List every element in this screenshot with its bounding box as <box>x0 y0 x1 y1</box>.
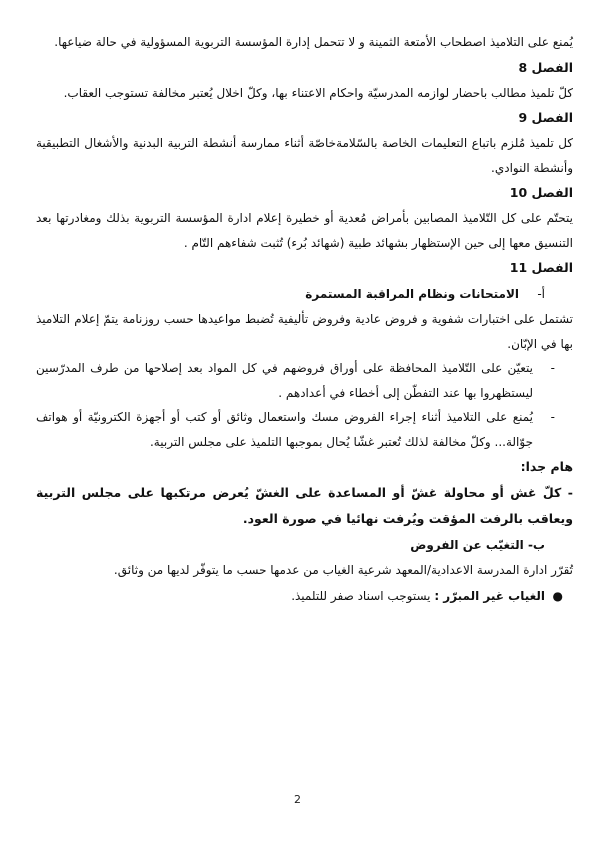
section-heading-11: الفصل 11 <box>509 260 573 275</box>
subheading-exams <box>36 281 573 307</box>
document-page <box>36 30 573 609</box>
subheading-absence: ب- التغيّب عن الفروض <box>410 538 545 552</box>
section-heading-8: الفصل 8 <box>518 59 573 75</box>
paragraph-exam-types: تشتمل على اختبارات شفوية و فروض عادية وفروض تأليفية تُضبط مواعيدها حسب روزنامة يتمّ إعلام التلاميذ بها في الإبّان. <box>36 312 573 351</box>
bullet-item-unjustified-absence <box>36 583 573 609</box>
paragraph-safety: كل تلميذ مُلزم باتباع التعليمات الخاصة بالسّلامةخاصّة أثناء ممارسة أنشطة التربية البدنية والأشغال التطبيقية وأنشطة النوادي. <box>36 136 573 175</box>
paragraph-school-supplies: كلّ تلميذ مطالب باحضار لوازمه المدرسيّة واحكام الاعتناء بها، وكلّ اخلال يُعتبر مخالفة تستوجب العقاب. <box>63 85 573 100</box>
list-item-no-cheating-tools <box>36 405 573 454</box>
section-heading-10: الفصل 10 <box>509 185 573 200</box>
list-item-text: يتعيّن على التّلاميذ المحافظة على أوراق فروضهم في كل المواد بعد إصلاحها من طرف المدرّسين ليستظهروا بها عند التفطّن إلى أخطاء في أعدادهم . <box>36 361 533 400</box>
paragraph-valuables: يُمنع على التلاميذ اصطحاب الأمتعة الثمينة و لا تتحمل إدارة المؤسسة التربوية المسؤولية في حالة ضياعها. <box>54 35 573 49</box>
section-heading-9: الفصل 9 <box>518 110 573 125</box>
bullet-lead: الغياب غير المبرّر : <box>434 588 545 603</box>
dash-marker: - <box>550 361 555 375</box>
subheading-exams-number: أ- <box>537 287 545 301</box>
subheading-exams-label: الامتحانات ونظام المراقبة المستمرة <box>305 287 519 301</box>
page-number: 2 <box>294 793 301 806</box>
paragraph-absence-legitimacy: تُقرّر ادارة المدرسة الاعدادية/المعهد شرعية الغياب من عدمها حسب ما يتوفّر لديها من وثائق. <box>113 563 573 577</box>
bullet-text: يستوجب اسناد صفر للتلميذ. <box>291 588 431 603</box>
dash-marker: - <box>550 410 555 424</box>
important-label: هام جدا: <box>520 459 573 474</box>
list-item-text: يُمنع على التلاميذ أثناء إجراء الفروض مسك واستعمال وثائق أو كتب أو أجهزة الكترونيّة أو هواتف جوّالة... وكلّ مخالفة لذلك تُعتبر غشّا يُحال بموجبها التلميذ على مجلس التربية. <box>36 410 533 449</box>
paragraph-illness: يتحتّم على كل التّلاميذ المصابين بأمراض مُعدية أو خطيرة إعلام ادارة المؤسسة التربوية بذلك ومغادرتها بعد التنسيق معها إلى حين الإستظهار بشهائد طبية (شهائد بُرء) تُثبت شفاءهم التّام . <box>36 211 573 250</box>
paragraph-cheating-penalty: - كلّ غش أو محاولة غشّ أو المساعدة على الغشّ يُعرض مرتكبها على مجلس التربية ويعاقب بالرفت المؤقت ويُرفت نهائيا في صورة العود. <box>36 485 573 526</box>
list-item-keep-papers <box>36 356 573 405</box>
bullet-dot-icon: ● <box>552 588 563 603</box>
